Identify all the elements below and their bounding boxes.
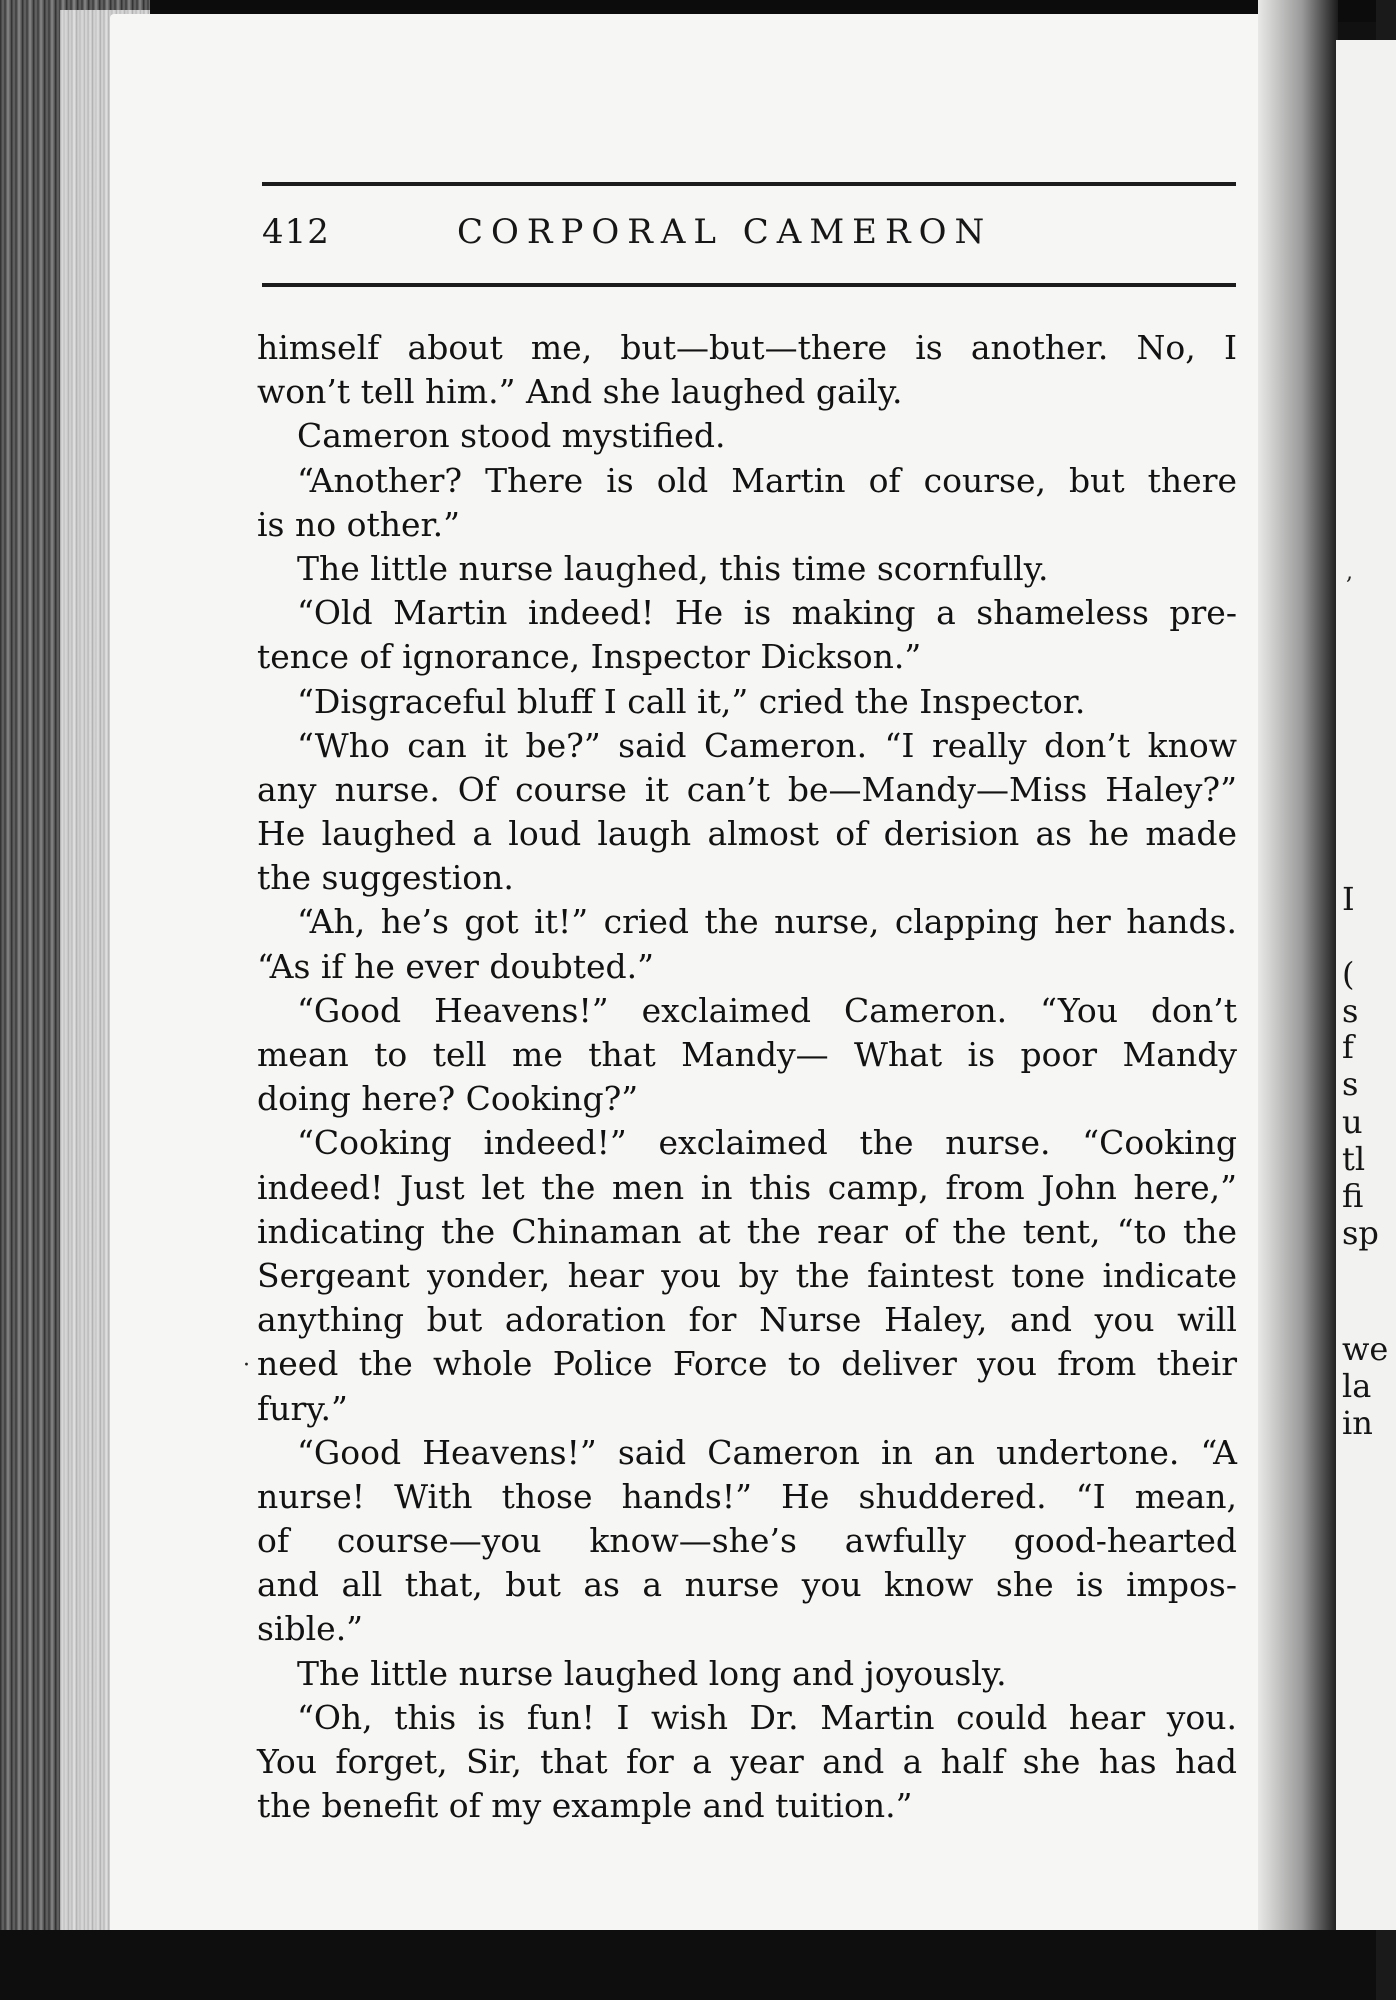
text-line: “Old Martin indeed! He is making a shameless pre- <box>297 593 1237 633</box>
facing-page-fragment: we <box>1342 1330 1389 1368</box>
text-line: mean to tell me that Mandy— What is poor Mandy <box>257 1035 1237 1074</box>
facing-page-fragment: f <box>1342 1028 1354 1066</box>
text-line: You forget, Sir, that for a year and a half she has had <box>257 1742 1237 1781</box>
facing-page-fragment: s <box>1342 1065 1359 1103</box>
text-line: “Good Heavens!” exclaimed Cameron. “You don’t <box>297 990 1237 1030</box>
text-line: indicating the Chinaman at the rear of the tent, “to the <box>257 1211 1237 1251</box>
text-line: nurse! With those hands!” He shuddered. “I mean, <box>257 1476 1237 1516</box>
text-line: doing here? Cooking?” <box>257 1079 639 1119</box>
page-number: 412 <box>262 212 330 252</box>
facing-page-fragment: fi <box>1342 1177 1364 1215</box>
facing-page-fragment: s <box>1342 992 1359 1030</box>
text-line: is no other.” <box>257 504 461 544</box>
facing-page-fragment: u <box>1342 1103 1363 1141</box>
running-title: CORPORAL CAMERON <box>457 212 993 252</box>
facing-page-fragment: la <box>1342 1367 1372 1405</box>
facing-page-fragments <box>1342 0 1389 2000</box>
text-line: anything but adoration for Nurse Haley, and you will <box>257 1300 1237 1340</box>
text-line: “As if he ever doubted.” <box>257 946 655 986</box>
text-line: He laughed a loud laugh almost of derision as he made <box>257 814 1237 854</box>
scan-bottom-border <box>0 1930 1376 2000</box>
text-line: sible.” <box>257 1609 364 1649</box>
facing-page-fragment: tl <box>1342 1140 1366 1178</box>
text-line: any nurse. Of course it can’t be—Mandy—Miss Haley?” <box>257 769 1237 809</box>
margin-tick-mark: , <box>1346 560 1353 585</box>
facing-page-fragment: I <box>1342 880 1355 918</box>
book-gutter <box>1258 0 1338 2000</box>
text-line: won’t tell him.” And she laughed gaily. <box>257 372 903 412</box>
header-rule-top <box>262 182 1236 186</box>
text-line: “Who can it be?” said Cameron. “I really don’t know <box>297 725 1237 765</box>
text-line: The little nurse laughed long and joyously. <box>297 1653 1007 1693</box>
text-line: “Ah, he’s got it!” cried the nurse, clapping her hands. <box>297 902 1237 942</box>
text-line: “Good Heavens!” said Cameron in an undertone. “A <box>297 1432 1237 1472</box>
text-line: Sergeant yonder, hear you by the faintest tone indicate <box>257 1255 1237 1295</box>
text-line: himself about me, but—but—there is another. No, I <box>257 328 1237 367</box>
text-line: “Cooking indeed!” exclaimed the nurse. “Cooking <box>297 1123 1237 1163</box>
text-line: The little nurse laughed, this time scornfully. <box>297 548 1049 588</box>
page-body-text <box>257 326 1237 1828</box>
header-rule-bottom <box>262 283 1236 287</box>
facing-page-fragment: sp <box>1342 1214 1379 1252</box>
text-line: the benefit of my example and tuition.” <box>257 1786 913 1826</box>
margin-dot-mark: · <box>243 1353 250 1378</box>
text-line: “Disgraceful bluff I call it,” cried the Inspector. <box>297 681 1086 721</box>
text-line: Cameron stood mystified. <box>297 416 726 456</box>
text-line: fury.” <box>257 1388 348 1428</box>
text-line: “Oh, this is fun! I wish Dr. Martin could hear you. <box>297 1697 1237 1737</box>
running-header <box>262 206 1236 266</box>
facing-page-fragment: ( <box>1342 955 1355 993</box>
text-line: tence of ignorance, Inspector Dickson.” <box>257 637 922 677</box>
text-line: “Another? There is old Martin of course, but there <box>297 460 1237 500</box>
text-line: need the whole Police Force to deliver you from their <box>257 1344 1237 1384</box>
text-line: of course—you know—she’s awfully good-hearted <box>257 1521 1237 1561</box>
text-line: and all that, but as a nurse you know she is impos- <box>257 1565 1237 1605</box>
text-line: indeed! Just let the men in this camp, from John here,” <box>257 1167 1237 1207</box>
facing-page-fragment: in <box>1342 1404 1373 1442</box>
text-line: the suggestion. <box>257 858 514 898</box>
